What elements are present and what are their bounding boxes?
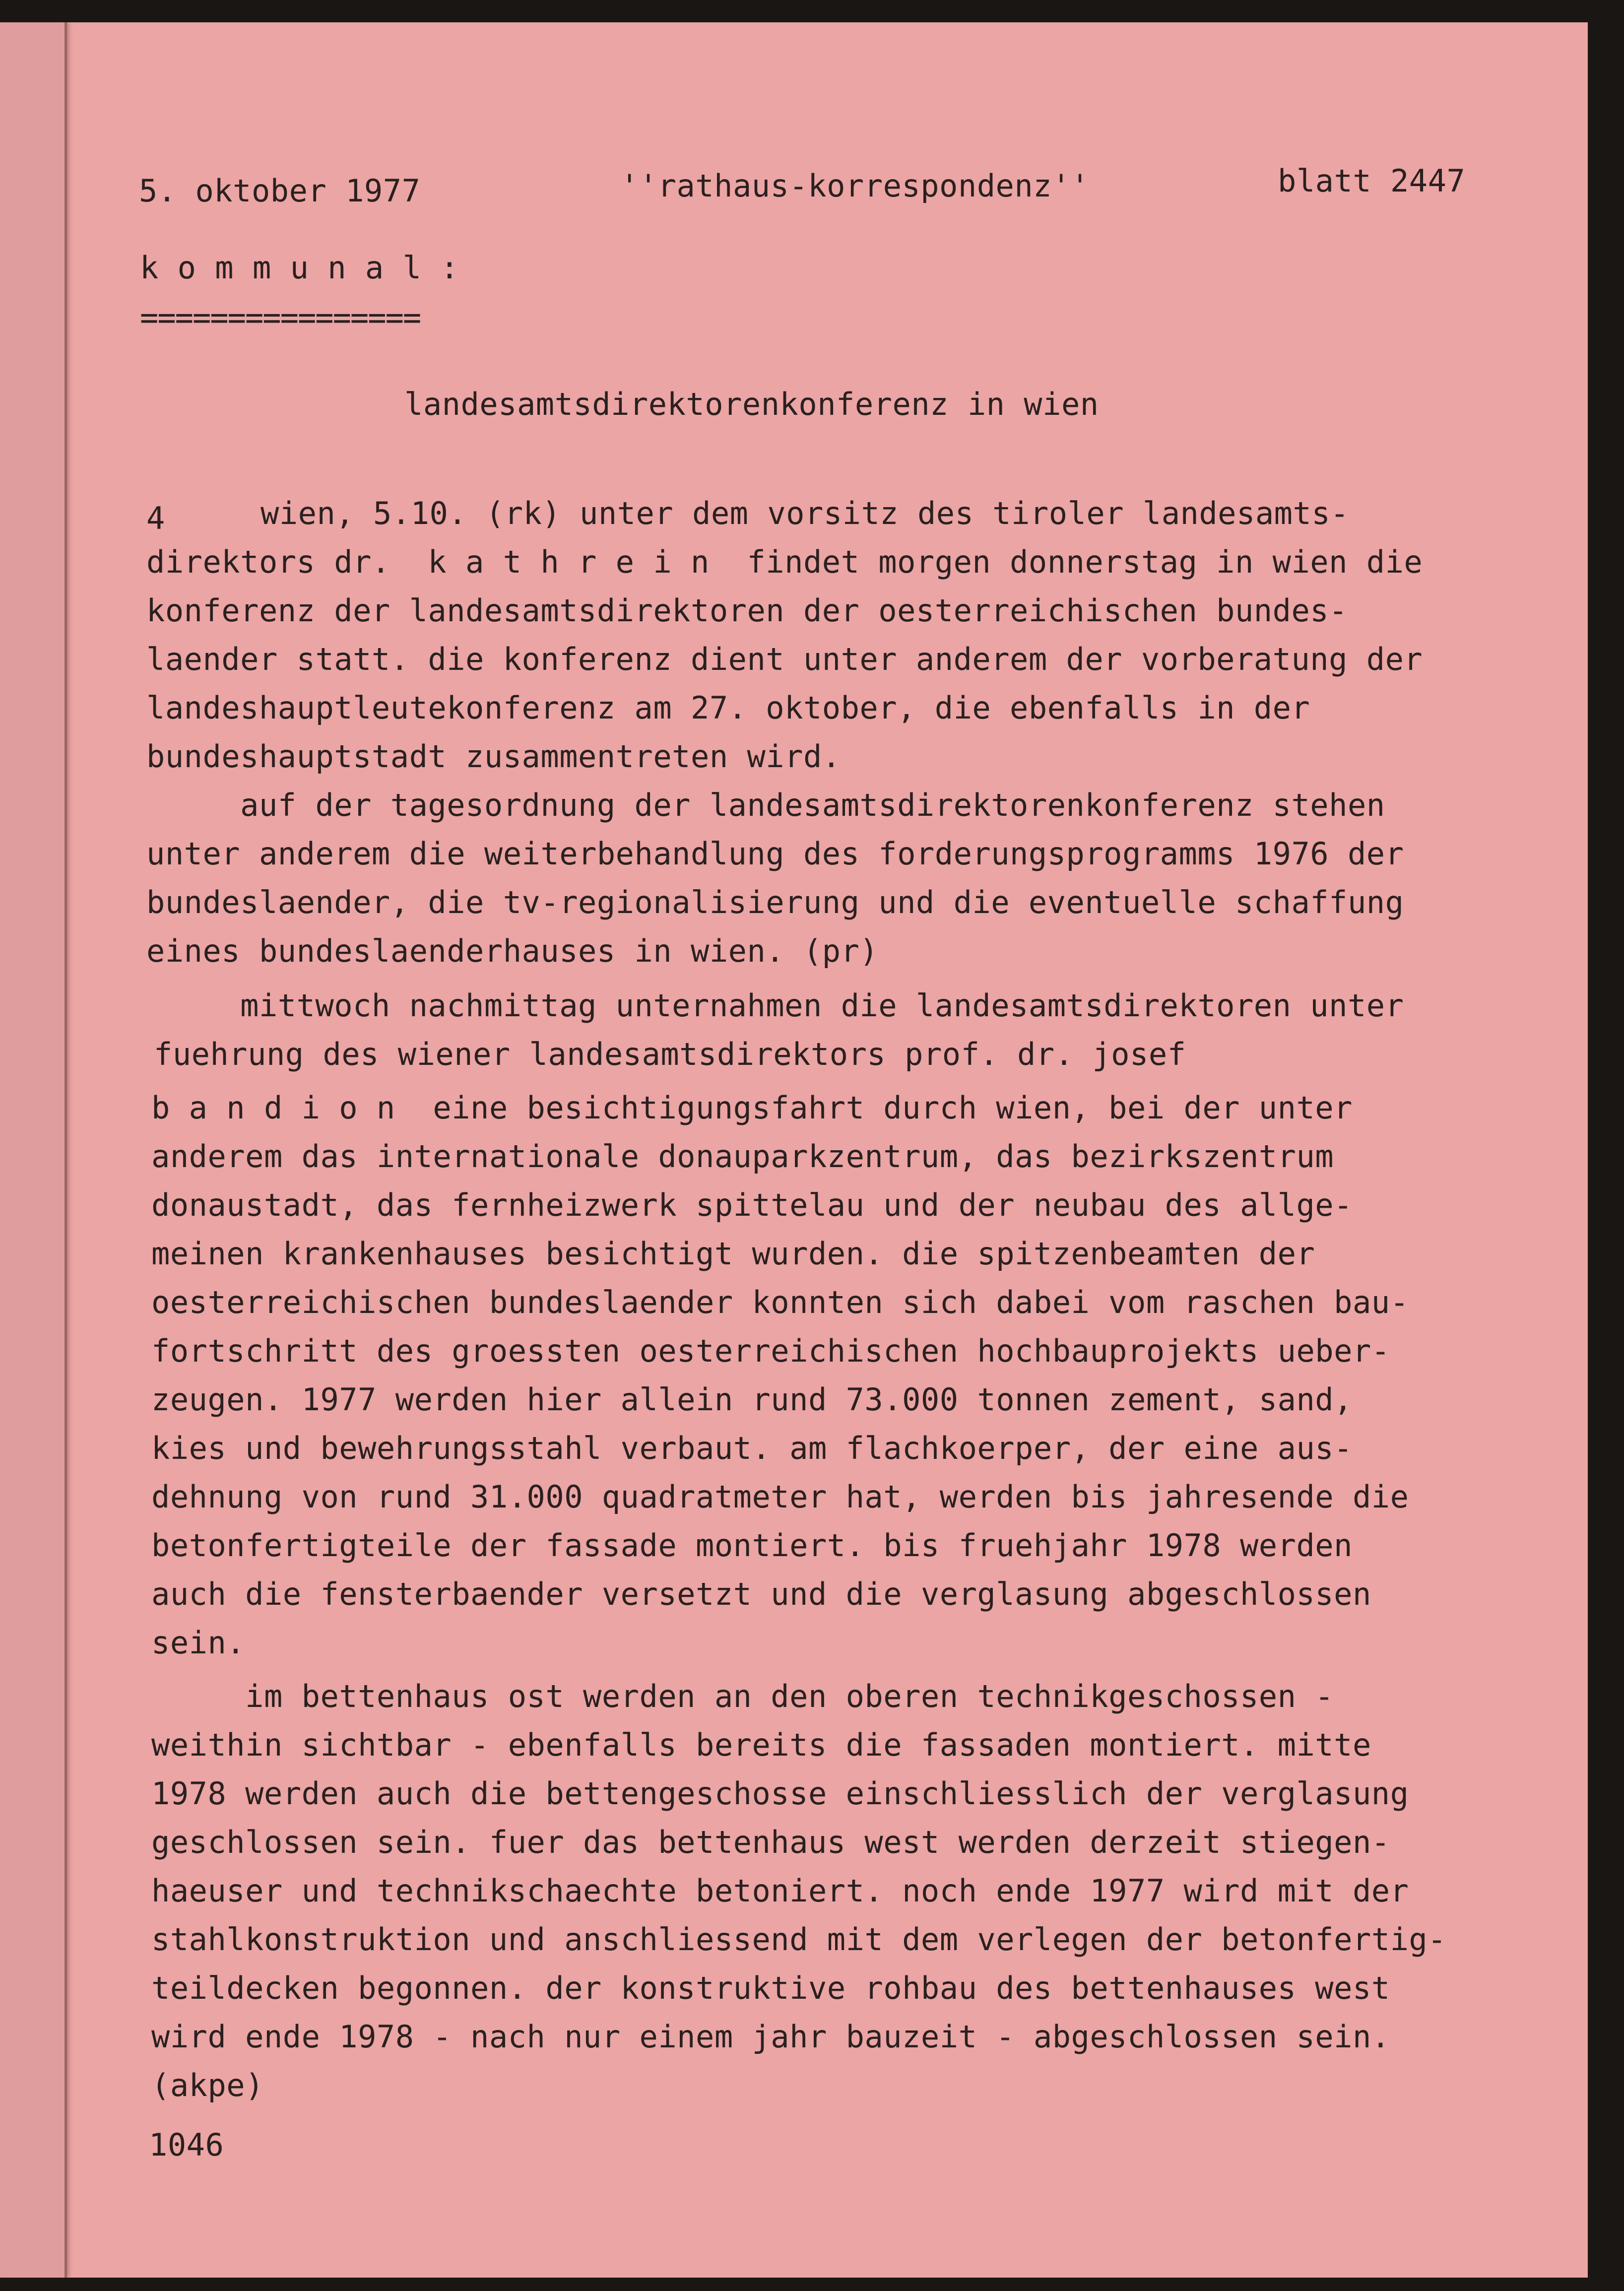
body-line: haeuser und technikschaechte betoniert. noch ende 1977 wird mit der xyxy=(151,1873,1409,1909)
body-line: im bettenhaus ost werden an den oberen technikgeschossen - xyxy=(151,1678,1334,1714)
header-publication: ''rathaus-korrespondenz'' xyxy=(620,168,1090,204)
article-number: 4 xyxy=(146,500,165,536)
body-line: mittwoch nachmittag unternahmen die landesamtsdirektoren unter xyxy=(146,987,1404,1024)
body-line: sein. xyxy=(151,1625,246,1661)
body-line: unter anderem die weiterbehandlung des forderungsprogramms 1976 der xyxy=(146,836,1404,872)
binding-edge xyxy=(0,22,67,2278)
body-line: konferenz der landesamtsdirektoren der oesterreichischen bundes- xyxy=(146,592,1348,629)
body-line: b a n d i o n eine besichtigungsfahrt durch wien, bei der unter xyxy=(151,1090,1353,1126)
body-line: wien, 5.10. (rk) unter dem vorsitz des tiroler landesamts- xyxy=(260,495,1349,531)
body-line: kies und bewehrungsstahl verbaut. am flachkoerper, der eine aus- xyxy=(151,1430,1353,1466)
body-line: bundeshauptstadt zusammentreten wird. xyxy=(146,738,841,775)
body-line: wird ende 1978 - nach nur einem jahr bauzeit - abgeschlossen sein. xyxy=(151,2019,1390,2055)
article-title: landesamtsdirektorenkonferenz in wien xyxy=(404,386,1099,422)
body-line: auf der tagesordnung der landesamtsdirektorenkonferenz stehen xyxy=(146,787,1385,823)
body-line: direktors dr. k a t h r e i n findet morgen donnerstag in wien die xyxy=(146,544,1423,580)
body-line: 1978 werden auch die bettengeschosse einschliesslich der verglasung xyxy=(151,1775,1409,1812)
body-line: laender statt. die konferenz dient unter anderem der vorberatung der xyxy=(146,641,1423,677)
body-line: fortschritt des groessten oesterreichischen hochbauprojekts ueber- xyxy=(151,1333,1390,1369)
body-line: stahlkonstruktion und anschliessend mit dem verlegen der betonfertig- xyxy=(151,1921,1447,1958)
body-line: geschlossen sein. fuer das bettenhaus west werden derzeit stiegen- xyxy=(151,1824,1390,1860)
body-line: betonfertigteile der fassade montiert. bis fruehjahr 1978 werden xyxy=(151,1527,1353,1564)
body-line: anderem das internationale donauparkzentrum, das bezirkszentrum xyxy=(151,1138,1334,1175)
body-line: teildecken begonnen. der konstruktive rohbau des bettenhauses west xyxy=(151,1970,1390,2006)
body-line: landeshauptleutekonferenz am 27. oktober, die ebenfalls in der xyxy=(146,690,1310,726)
body-line: eines bundeslaenderhauses in wien. (pr) xyxy=(146,933,879,969)
body-line: weithin sichtbar - ebenfalls bereits die fassaden montiert. mitte xyxy=(151,1727,1371,1763)
body-line: bundeslaender, die tv-regionalisierung und die eventuelle schaffung xyxy=(146,884,1404,920)
section-underline: ================ xyxy=(140,299,421,335)
body-line: meinen krankenhauses besichtigt wurden. die spitzenbeamten der xyxy=(151,1236,1315,1272)
header-date: 5. oktober 1977 xyxy=(139,173,421,209)
body-line: auch die fensterbaender versetzt und die verglasung abgeschlossen xyxy=(151,1576,1371,1612)
footer-code: 1046 xyxy=(149,2127,224,2163)
body-line: oesterreichischen bundeslaender konnten sich dabei vom raschen bau- xyxy=(151,1284,1409,1320)
body-line: fuehrung des wiener landesamtsdirektors prof. dr. josef xyxy=(154,1036,1186,1072)
body-line: (akpe) xyxy=(151,2067,264,2103)
body-line: zeugen. 1977 werden hier allein rund 73.000 tonnen zement, sand, xyxy=(151,1381,1353,1418)
body-line: donaustadt, das fernheizwerk spittelau und der neubau des allge- xyxy=(151,1187,1353,1223)
body-line: dehnung von rund 31.000 quadratmeter hat, werden bis jahresende die xyxy=(151,1479,1409,1515)
section-label: k o m m u n a l : xyxy=(140,250,459,286)
header-page-number: blatt 2447 xyxy=(1278,163,1466,199)
